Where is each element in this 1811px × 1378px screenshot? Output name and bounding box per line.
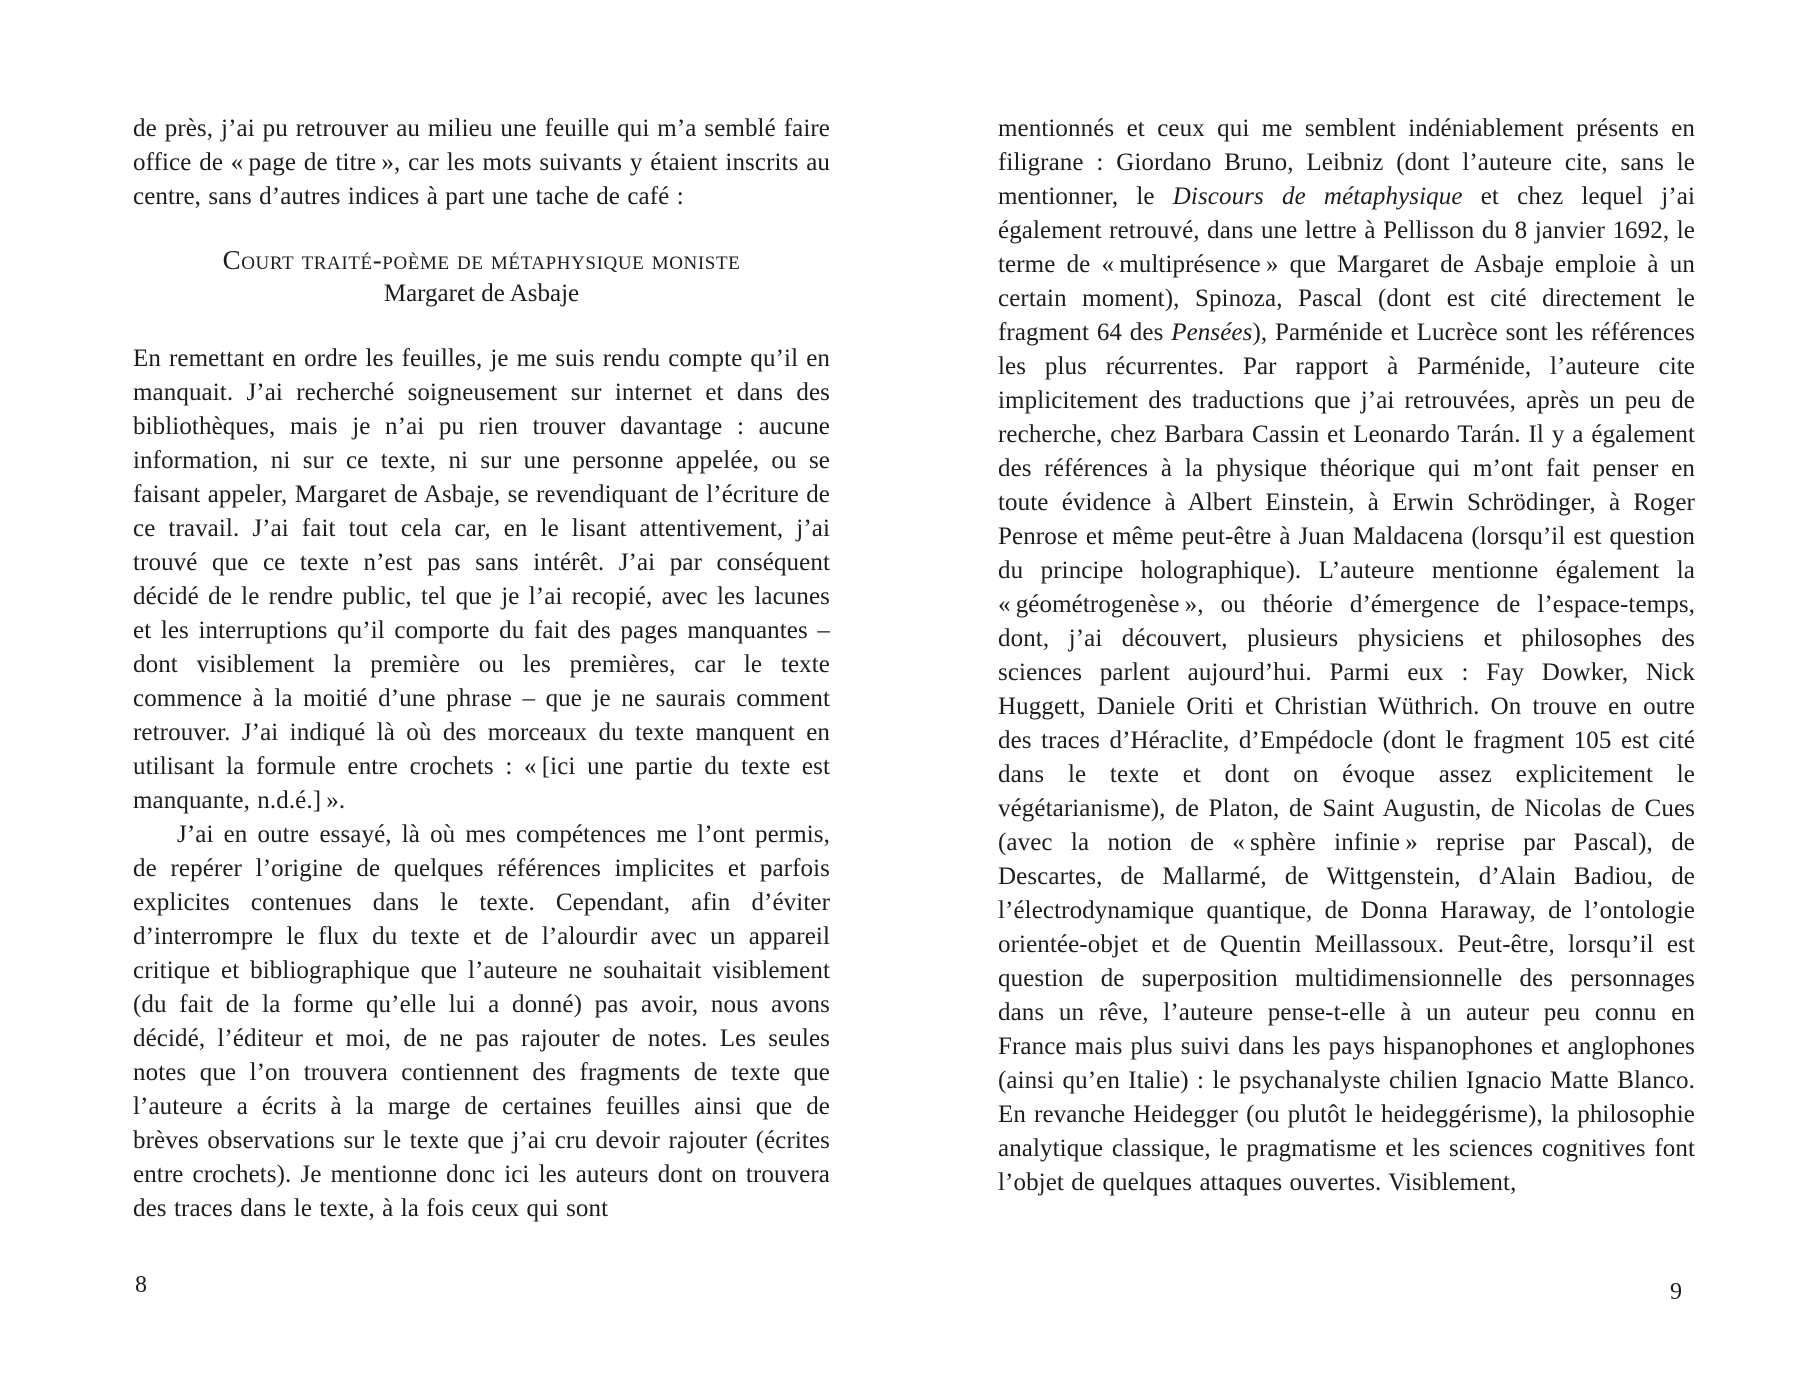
paragraph-continued [998,112,1695,1200]
text-run: mentionnés et ceux qui me semblent indéniablement présents en filigrane : Giordano Bruno, Leibniz (dont l’auteure cite, sans le mentionner, le [998,115,1695,210]
book-title-italic: Discours de métaphysique [1172,183,1463,210]
page-number-left: 8 [135,1272,147,1298]
paragraph-intro: de près, j’ai pu retrouver au milieu une feuille qui m’a semblé faire office de « page de titre », car les mots suivants y étaient inscrits au centre, sans d’autres indices à part une tache de café : [133,115,830,210]
book-title-italic: Pensées [1171,319,1253,346]
paragraph-main: En remettant en ordre les feuilles, je me suis rendu compte qu’il en manquait. J’ai recherché soigneusement sur internet et dans des bibliothèques, mais je n’ai pu rien trouver davantage : aucune information, ni sur ce texte, ni sur une personne appelée, ou se faisant appeler, Margaret de Asbaje, se revendiquant de l’écriture de ce travail. J’ai fait tout cela car, en le lisant attentivement, j’ai trouvé que ce texte n’est pas sans intérêt. J’ai par conséquent décidé de le rendre public, tel que je l’ai recopié, avec les lacunes et les interruptions qu’il comporte du fait des pages manquantes – dont visiblement la première ou les premières, car le texte commence à la moitié d’une phrase – que je ne saurais comment retrouver. J’ai indiqué là où des morceaux du texte manquent en utilisant la formule entre crochets : « [ici une partie du texte est manquante, n.d.é.] ». [133,345,830,814]
title-block [133,243,830,311]
paragraph-second: J’ai en outre essayé, là où mes compétences me l’ont permis, de repérer l’origine de quelques références implicites et parfois explicites contenues dans le texte. Cependant, afin d’éviter d’interrompre le flux du texte et de l’alourdir avec un appareil critique et bibliographique que l’auteure ne souhaitait visiblement (du fait de la forme qu’elle lui a donné) pas avoir, nous avons décidé, l’éditeur et moi, de ne pas rajouter de notes. Les seules notes que l’on trouvera contiennent des fragments de texte que l’auteure a écrits à la marge de certaines feuilles ainsi que de brèves observations sur le texte que j’ai cru devoir rajouter (écrites entre crochets). Je mentionne donc ici les auteurs dont on trouvera des traces dans le texte, à la fois ceux qui sont [133,821,830,1222]
page-number-right: 9 [1670,1279,1682,1305]
text-run: et chez lequel j’ai également retrouvé, dans une lettre à Pellisson du 8 janvier 1692, le terme de « multiprésence » que Margaret de Asbaje emploie à un certain moment), Spinoza, Pascal (dont est cité directement le fragment 64 des [998,183,1696,346]
chapter-title: Court traité-poème de métaphysique moniste [222,245,741,275]
text-run: ), Parménide et Lucrèce sont les références les plus récurrentes. Par rapport à Parménide, l’auteure cite implicitement des traductions que j’ai retrouvées, après un peu de recherche, chez Barbara Cassin et Leonardo Tarán. Il y a également des références à la physique théorique qui m’ont fait penser en toute évidence à Albert Einstein, à Erwin Schrödinger, à Roger Penrose et même peut-être à Juan Maldacena (lorsqu’il est question du principe holographique). L’auteure mentionne également la « géométrogenèse », ou théorie d’émergence de l’espace-temps, dont, j’ai découvert, plusieurs physiciens et philosophes des sciences parlent aujourd’hui. Parmi eux : Fay Dowker, Nick Huggett, Daniele Oriti et Christian Wüthrich. On trouve en outre des traces d’Héraclite, d’Empédocle (dont le fragment 105 est cité dans le texte et dont on évoque assez explicitement le végétarianisme), de Platon, de Saint Augustin, de Nicolas de Cues (avec la notion de « sphère infinie » reprise par Pascal), de Descartes, de Mallarmé, de Wittgenstein, d’Alain Badiou, de l’électrodynamique quantique, de Donna Haraway, de l’ontologie orientée-objet et de Quentin Meillassoux. Peut-être, lorsqu’il est question de superposition multidimensionnelle des personnages dans un rêve, l’auteure pense-t-elle à un auteur peu connu en France mais plus suivi dans les pays hispanophones et anglophones (ainsi qu’en Italie) : le psychanalyste chilien Ignacio Matte Blanco. En revanche Heidegger (ou plutôt le heideggérisme), la philosophie analytique classique, le pragmatisme et les sciences cognitives font l’objet de quelques attaques ouvertes. Visiblement, [998,319,1695,1196]
right-page [998,0,1695,1378]
left-page [133,0,830,1378]
author-name: Margaret de Asbaje [383,280,580,307]
